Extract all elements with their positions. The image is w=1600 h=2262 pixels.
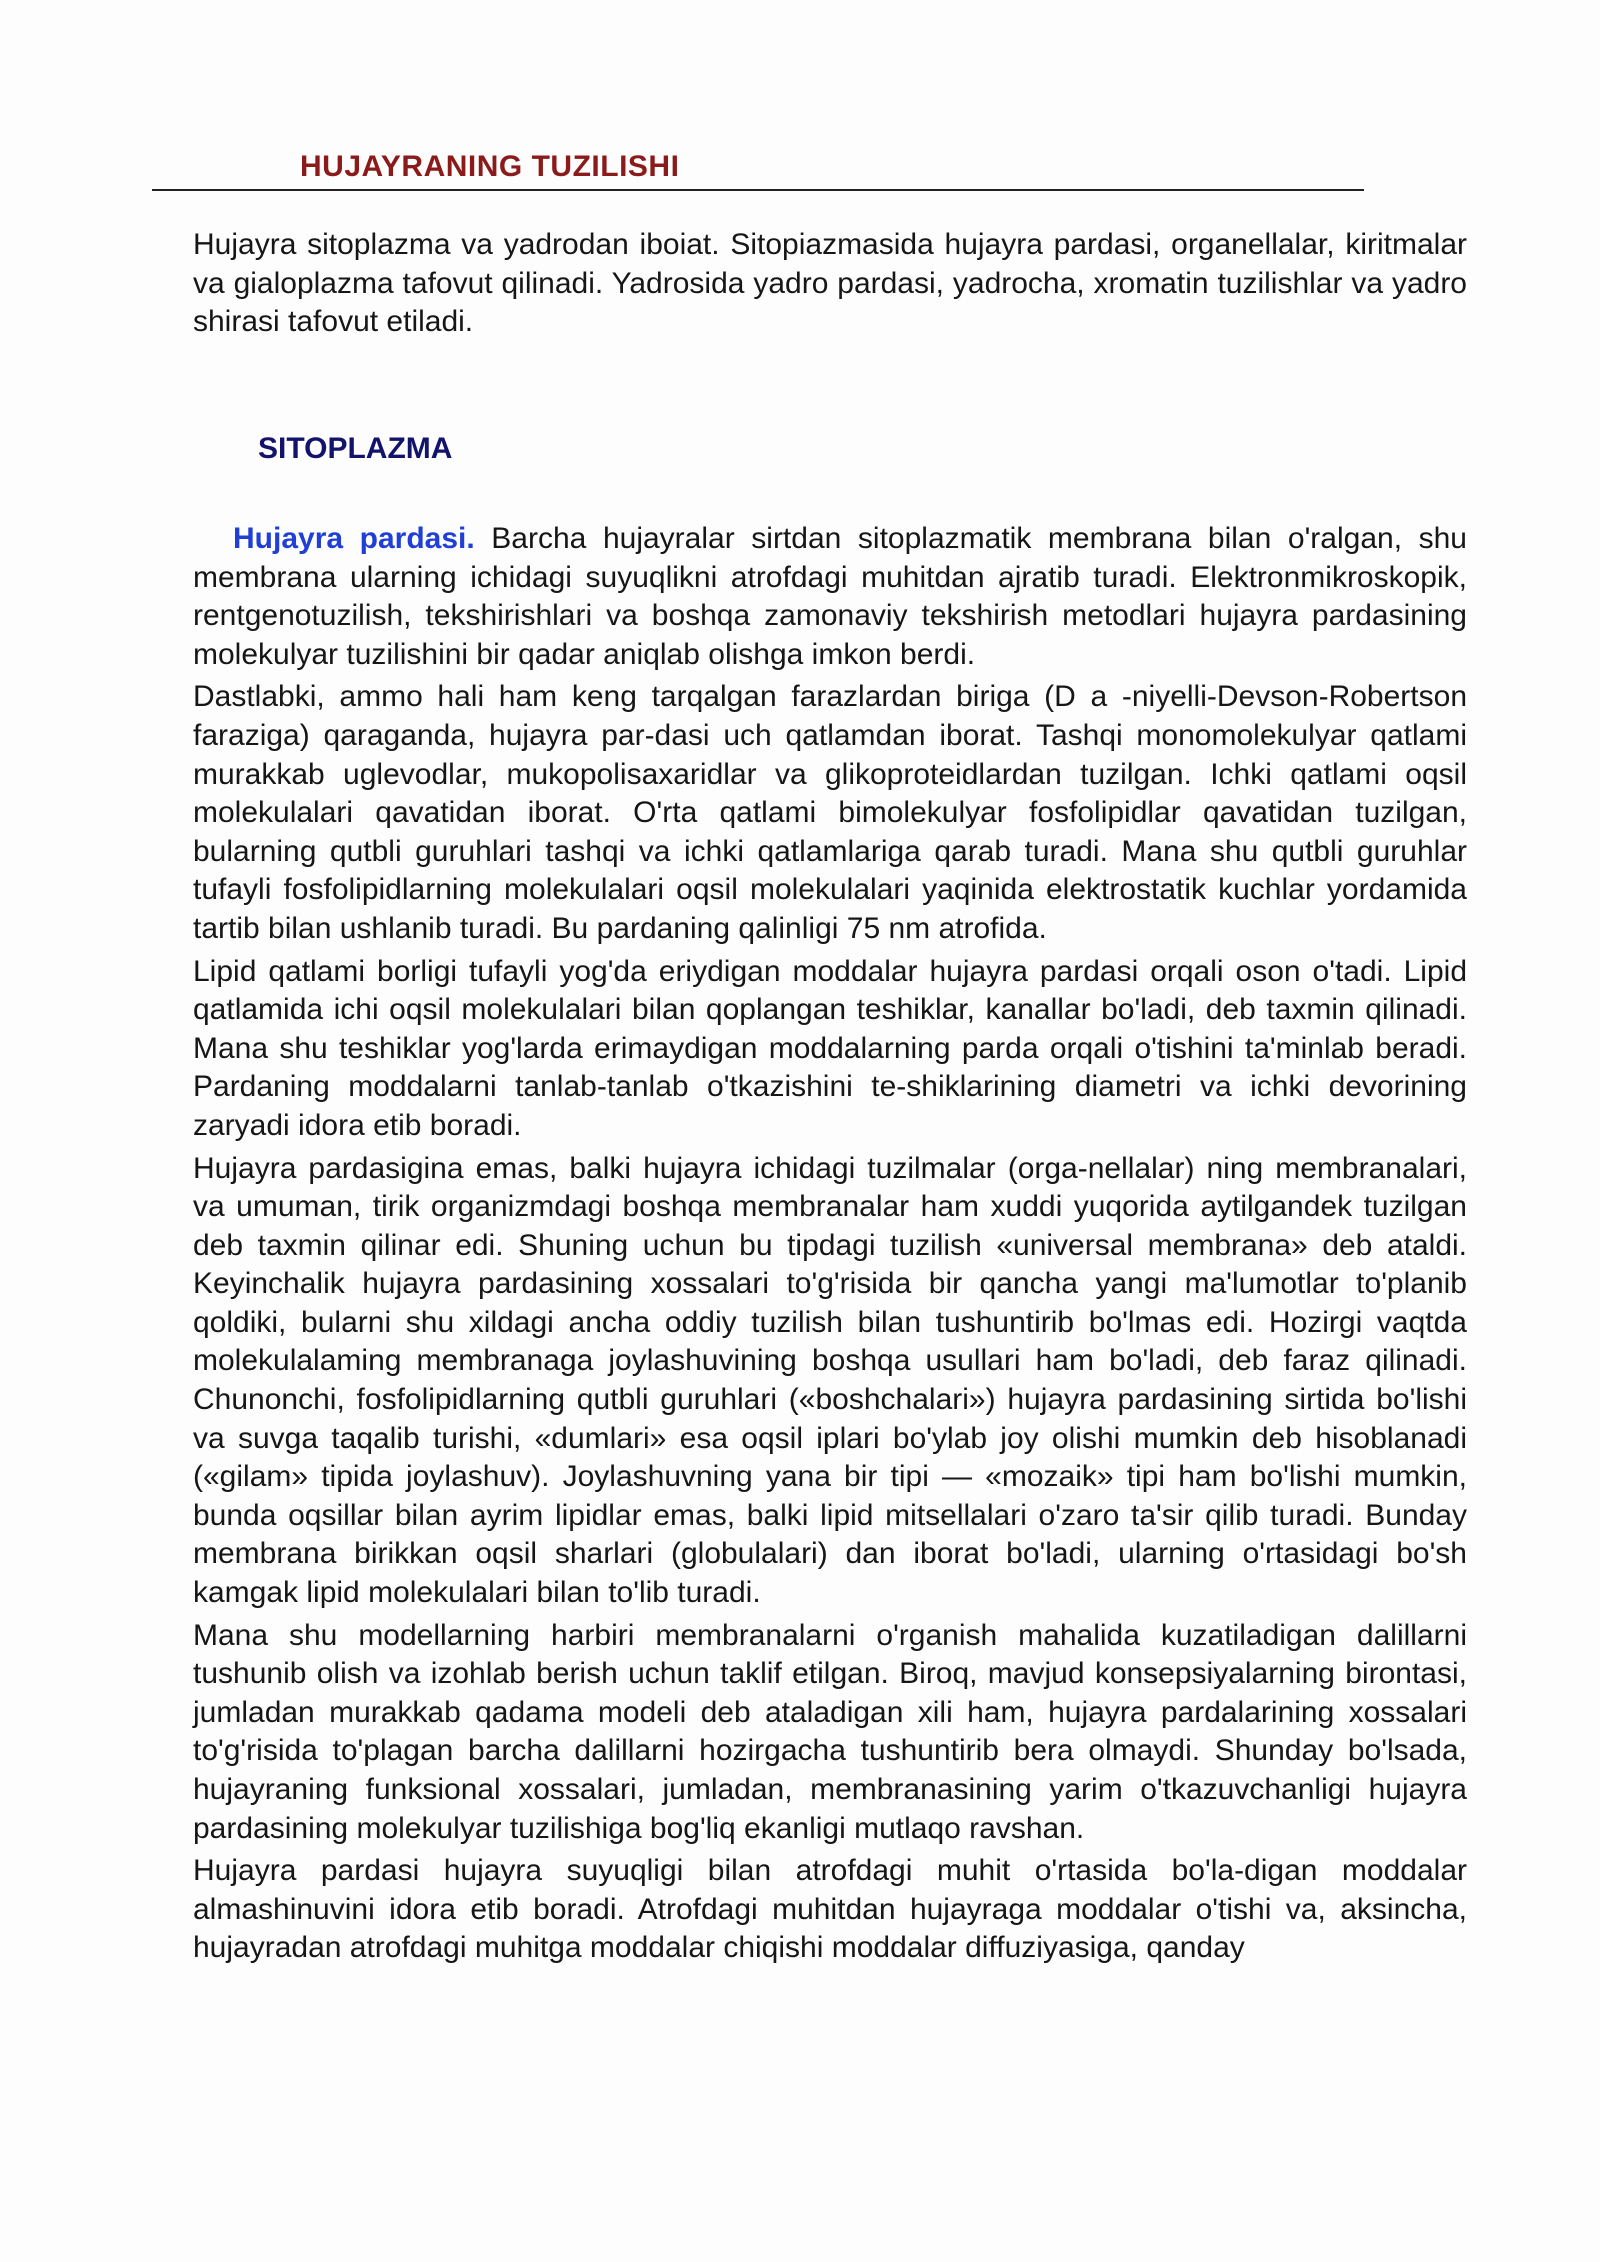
paragraph-1-text: Barcha hujayralar sirtdan sitoplazmatik membrana bilan o'ralgan, shu membrana ularning ichidagi suyuqlikni atrofdagi muhitdan ajratib turadi. Elektronmikroskopik, rentgenotuzilish, tekshirishlari va boshqa zamonaviy tekshirish metodlari hujayra pardasining molekulyar tuzilishini bir qadar aniqlab olishga imkon berdi. <box>193 522 1467 671</box>
title-underline-rule <box>152 189 1364 191</box>
intro-paragraph: Hujayra sitoplazma va yadrodan iboiat. Sitopiazmasida hujayra pardasi, organellalar, kiritmalar va gialoplazma tafovut qilinadi. Yadrosida yadro pardasi, yadrocha, xromatin tuzilishlar va yadro shirasi tafovut etiladi. <box>193 228 1467 339</box>
paragraph-5: Mana shu modellarning harbiri membranalarni o'rganish mahalida kuzatiladigan dalillarni tushunib olish va izohlab berish uchun taklif etilgan. Biroq, mavjud konsepsiyalarning birontasi, jumladan murakkab qadama modeli deb ataladigan xili ham, hujayra pardalarining xossalari to'g'risida to'plagan barcha dalillarni hozirgacha tushuntirib bera olmaydi. Shunday bo'lsada, hujayraning funksional xossalari, jumladan, membranasining yarim o'tkazuvchanligi hujayra pardasining molekulyar tuzilishiga bog'liq ekanligi mutlaqo ravshan. <box>193 1618 1467 1845</box>
section-heading: SITOPLAZMA <box>258 432 453 465</box>
main-text-block <box>193 520 1467 1972</box>
paragraph-3: Lipid qatlami borligi tufayli yog'da eriydigan moddalar hujayra pardasi orqali oson o'tadi. Lipid qatlamida ichi oqsil molekulalari bilan qoplangan teshiklar, kanallar bo'ladi, deb taxmin qilinadi. Mana shu teshiklar yog'larda erimaydigan moddalarning parda orqali o'tishini ta'minlab beradi. Pardaning moddalarni tanlab-tanlab o'tkazishini te-shiklarining diametri va ichki devorining zaryadi idora etib boradi. <box>193 954 1467 1142</box>
paragraph-6: Hujayra pardasi hujayra suyuqligi bilan atrofdagi muhit o'rtasida bo'la-digan moddalar almashinuvini idora etib boradi. Atrofdagi muhitdan hujayraga moddalar o'tishi va, aksincha, hujayradan atrofdagi muhitga moddalar chiqishi moddalar diffuziyasiga, qanday <box>193 1854 1467 1965</box>
paragraph-1 <box>193 520 1467 674</box>
intro-block <box>193 226 1467 346</box>
paragraph-4: Hujayra pardasigina emas, balki hujayra ichidagi tuzilmalar (orga-nellalar) ning membranalari, va umuman, tirik organizmdagi boshqa membranalar ham xuddi yuqorida aytilgandek tuzilgan deb taxmin qilinar edi. Shuning uchun bu tipdagi tuzilish «universal membrana» deb ataldi. Keyinchalik hujayra pardasining xossalari to'g'risida bir qancha yangi ma'lumotlar to'planib qoldiki, bularni shu xildagi ancha oddiy tuzilish bilan tushuntirib bo'lmas edi. Hozirgi vaqtda molekulalaming membranaga joylashuvining boshqa usullari ham bo'ladi, deb faraz qilinadi. Chunonchi, fosfolipidlarning qutbli guruhlari («boshchalari») hujayra pardasining sirtida bo'lishi va suvga taqalib turishi, «dumlari» esa oqsil iplari bo'ylab joy olishi mumkin deb hisoblanadi («gilam» tipida joylashuv). Joylashuvning yana bir tipi — «mozaik» tipi ham bo'lishi mumkin, bunda oqsillar bilan ayrim lipidlar emas, balki lipid mitsellalari o'zaro ta'sir qilib turadi. Bunday membrana birikkan oqsil sharlari (globulalari) dan iborat bo'ladi, ularning o'rtasidagi bo'sh kamgak lipid molekulalari bilan to'lib turadi. <box>193 1151 1467 1610</box>
paragraph-lead-title: Hujayra pardasi. <box>233 522 475 555</box>
paragraph-2: Dastlabki, ammo hali ham keng tarqalgan farazlardan biriga (D a -niyelli-Devson-Robertson faraziga) qaraganda, hujayra par-dasi uch qatlamdan iborat. Tashqi monomolekulyar qatlami murakkab uglevodlar, mukopolisaxaridlar va glikoproteidlardan tuzilgan. Ichki qatlami oqsil molekulalari qavatidan iborat. O'rta qatlami bimolekulyar fosfolipidlar qavatidan tuzilgan, bularning qutbli guruhlari tashqi va ichki qatlamlariga qarab turadi. Mana shu qutbli guruhlar tufayli fosfolipidlarning molekulalari oqsil molekulalari yaqinida elektrostatik kuchlar yordamida tartib bilan ushlanib turadi. Bu pardaning qalinligi 75 nm atrofida. <box>193 680 1467 945</box>
document-title: HUJAYRANING TUZILISHI <box>300 150 680 183</box>
